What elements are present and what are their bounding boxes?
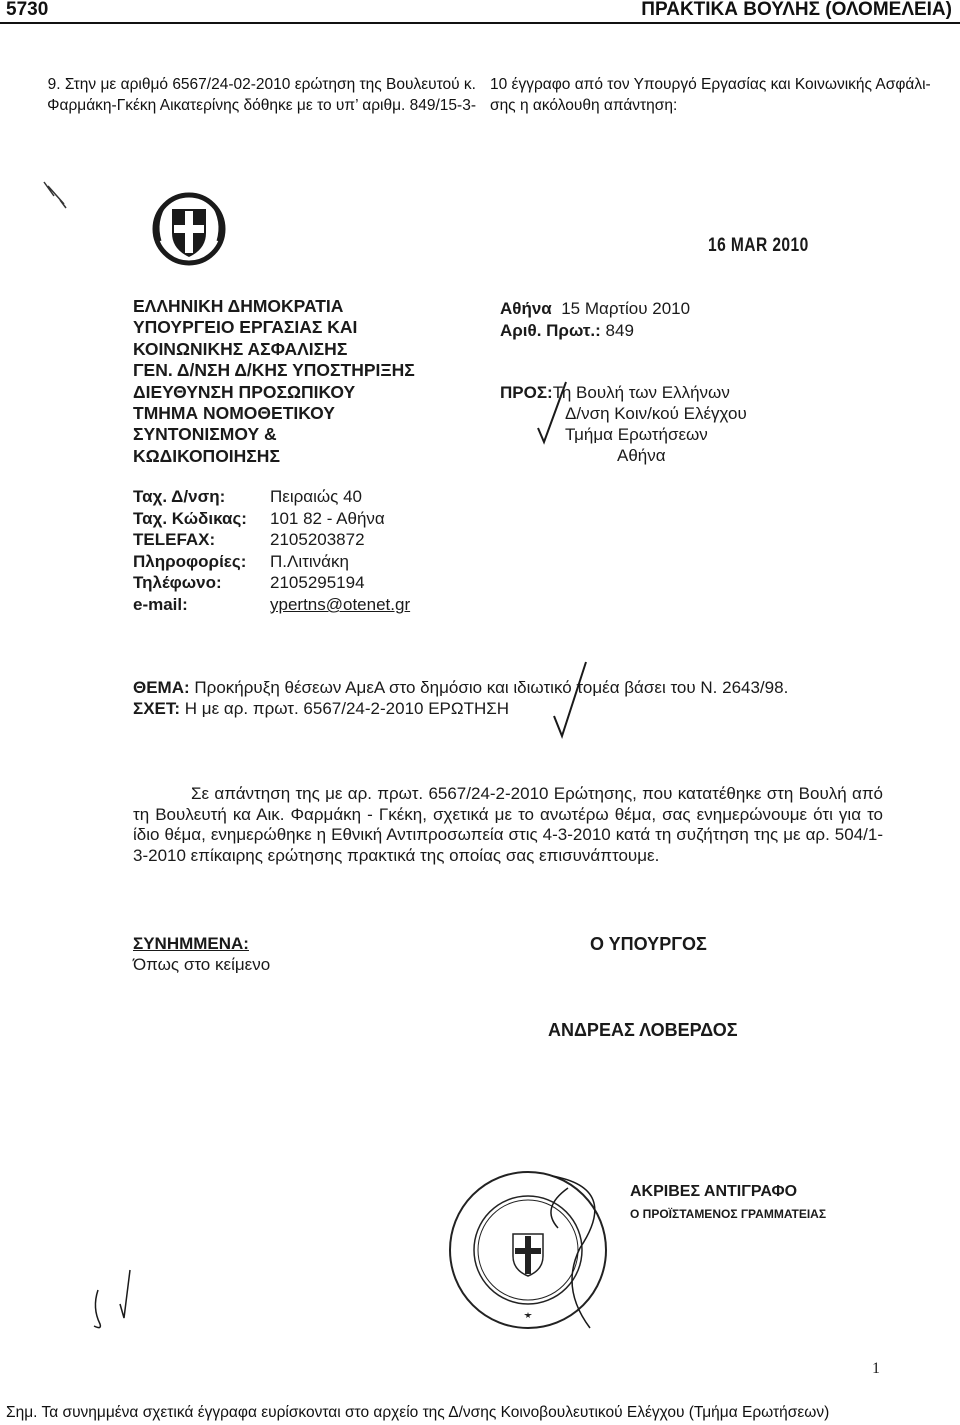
handwritten-check-mark: [550, 660, 590, 740]
date-label: Αθήνα: [500, 299, 552, 318]
publication-title: ΠΡΑΚΤΙΚΑ ΒΟΥΛΗΣ (ΟΛΟΜΕΛΕΙΑ): [641, 0, 952, 20]
intro-left-column: [6, 74, 476, 116]
received-date-stamp: 16 MAR 2010: [708, 235, 809, 256]
date-value: 15 Μαρτίου 2010: [561, 299, 691, 318]
attachments-text: Όπως στο κείμενο: [133, 955, 271, 974]
protocol-label: Αριθ. Πρωτ.:: [500, 321, 601, 340]
coat-of-arms-icon: [150, 191, 228, 267]
certified-copy-stamp: [630, 1180, 826, 1226]
to-label: ΠΡΟΣ:: [500, 383, 553, 402]
intro-line: 9. Στην με αριθμό 6567/24-02-2010 ερώτηση της Βουλευτού κ.: [47, 76, 476, 93]
secretariat-head-text: Ο ΠΡΟΪΣΤΑΜΕΝΟΣ ΓΡΑΜΜΑΤΕΙΑΣ: [630, 1207, 827, 1221]
intro-line: σης η ακόλουθη απάντηση:: [490, 97, 678, 114]
subject-text: Προκήρυξη θέσεων ΑμεΑ στο δημόσιο και ιδιωτικό τομέα βάσει του Ν. 2643/98.: [194, 678, 789, 697]
page-header: [0, 0, 960, 22]
corner-scratch-mark: [40, 178, 80, 218]
intro-right-column: [490, 74, 960, 116]
reference-label: ΣΧΕΤ:: [133, 699, 181, 718]
contact-details: Ταχ. Δ/νση: Πειραιώς 40 Ταχ. Κώδικας: 101 82 - Αθήνα TELEFAX: 2105203872 Πληροφορίες: Π.Λιτινάκη Τηλέφωνο: 2105295194 e-mail: ypertns@otenet.gr: [133, 487, 411, 614]
certified-copy-text: ΑΚΡΙΒΕΣ ΑΝΤΙΓΡΑΦΟ: [630, 1183, 798, 1200]
protocol-value: 849: [605, 321, 634, 340]
recipient-block: ΠΡΟΣ:Τη Βουλή των Ελλήνων Δ/νση Κοιν/κού Ελέγχου Τμήμα Ερωτήσεων Αθήνα: [500, 383, 747, 465]
intro-line: 10 έγγραφο από τον Υπουργό Εργασίας και Κοινωνικής Ασφάλι-: [490, 76, 931, 93]
intro-line: Φαρμάκη-Γκέκη Αικατερίνης δόθηκε με το υπ’ αριθμ. 849/15-3-: [47, 97, 476, 114]
attachments-label: ΣΥΝΗΜΜΕΝΑ:: [133, 934, 249, 953]
handwritten-tick-mark: [534, 380, 574, 448]
letter-body: Σε απάντηση της με αρ. πρωτ. 6567/24-2-2010 Ερώτησης, που κατατέθηκε στη Βουλή από τη Βουλευτή κα Αικ. Φαρμάκη - Γκέκη, σχετικά με το ανωτέρω θέμα, σας ενημερώνουμε ότι για το ίδιο θέμα, ενημερώθηκε η Εθνική Αντιπροσωπεία στις 4-3-2010 κατά τη συζήτηση της με αρ. 504/1-3-2010 επίκαιρης ερώτησης πρακτικά της οποίας σας επισυνάπτουμε.: [133, 784, 883, 865]
subject-label: ΘΕΜΑ:: [133, 678, 190, 697]
letter-page-number: 1: [872, 1360, 880, 1377]
sender-organisation: ΕΛΛΗΝΙΚΗ ΔΗΜΟΚΡΑΤΙΑ ΥΠΟΥΡΓΕΙΟ ΕΡΓΑΣΙΑΣ ΚΑΙ ΚΟΙΝΩΝΙΚΗΣ ΑΣΦΑΛΙΣΗΣ ΓΕΝ. Δ/ΝΣΗ Δ/ΚΗΣ ΥΠΟΣΤΗΡΙΞΗΣ ΔΙΕΥΘΥΝΣΗ ΠΡΟΣΩΠΙΚΟΥ ΤΜΗΜΑ ΝΟΜΟΘΕΤΙΚΟΥ ΣΥΝΤΟΝΙΣΜΟΥ & ΚΩΔΙΚΟΠΟΙΗΣΗΣ: [133, 296, 415, 466]
handwritten-signature: [88, 1268, 138, 1334]
attachments-block: [133, 933, 270, 975]
subject-block: [133, 677, 788, 719]
footnote: Σημ. Τα συνημμένα σχετικά έγγραφα ευρίσκονται στο αρχείο της Δ/νσης Κοινοβουλευτικού Ελέγχου (Τμήμα Ερωτήσεων): [6, 1404, 830, 1421]
letter-date-block: [500, 298, 690, 342]
official-seal: [440, 1168, 620, 1336]
minister-name: ΑΝΔΡΕΑΣ ΛΟΒΕΡΔΟΣ: [548, 1020, 738, 1040]
reference-text: Η με αρ. πρωτ. 6567/24-2-2010 ΕΡΩΤΗΣΗ: [184, 699, 510, 718]
page-number: 5730: [6, 0, 49, 20]
email-link: ypertns@otenet.gr: [270, 594, 411, 614]
minister-title: Ο ΥΠΟΥΡΓΟΣ: [590, 934, 707, 954]
header-rule: [0, 22, 960, 24]
